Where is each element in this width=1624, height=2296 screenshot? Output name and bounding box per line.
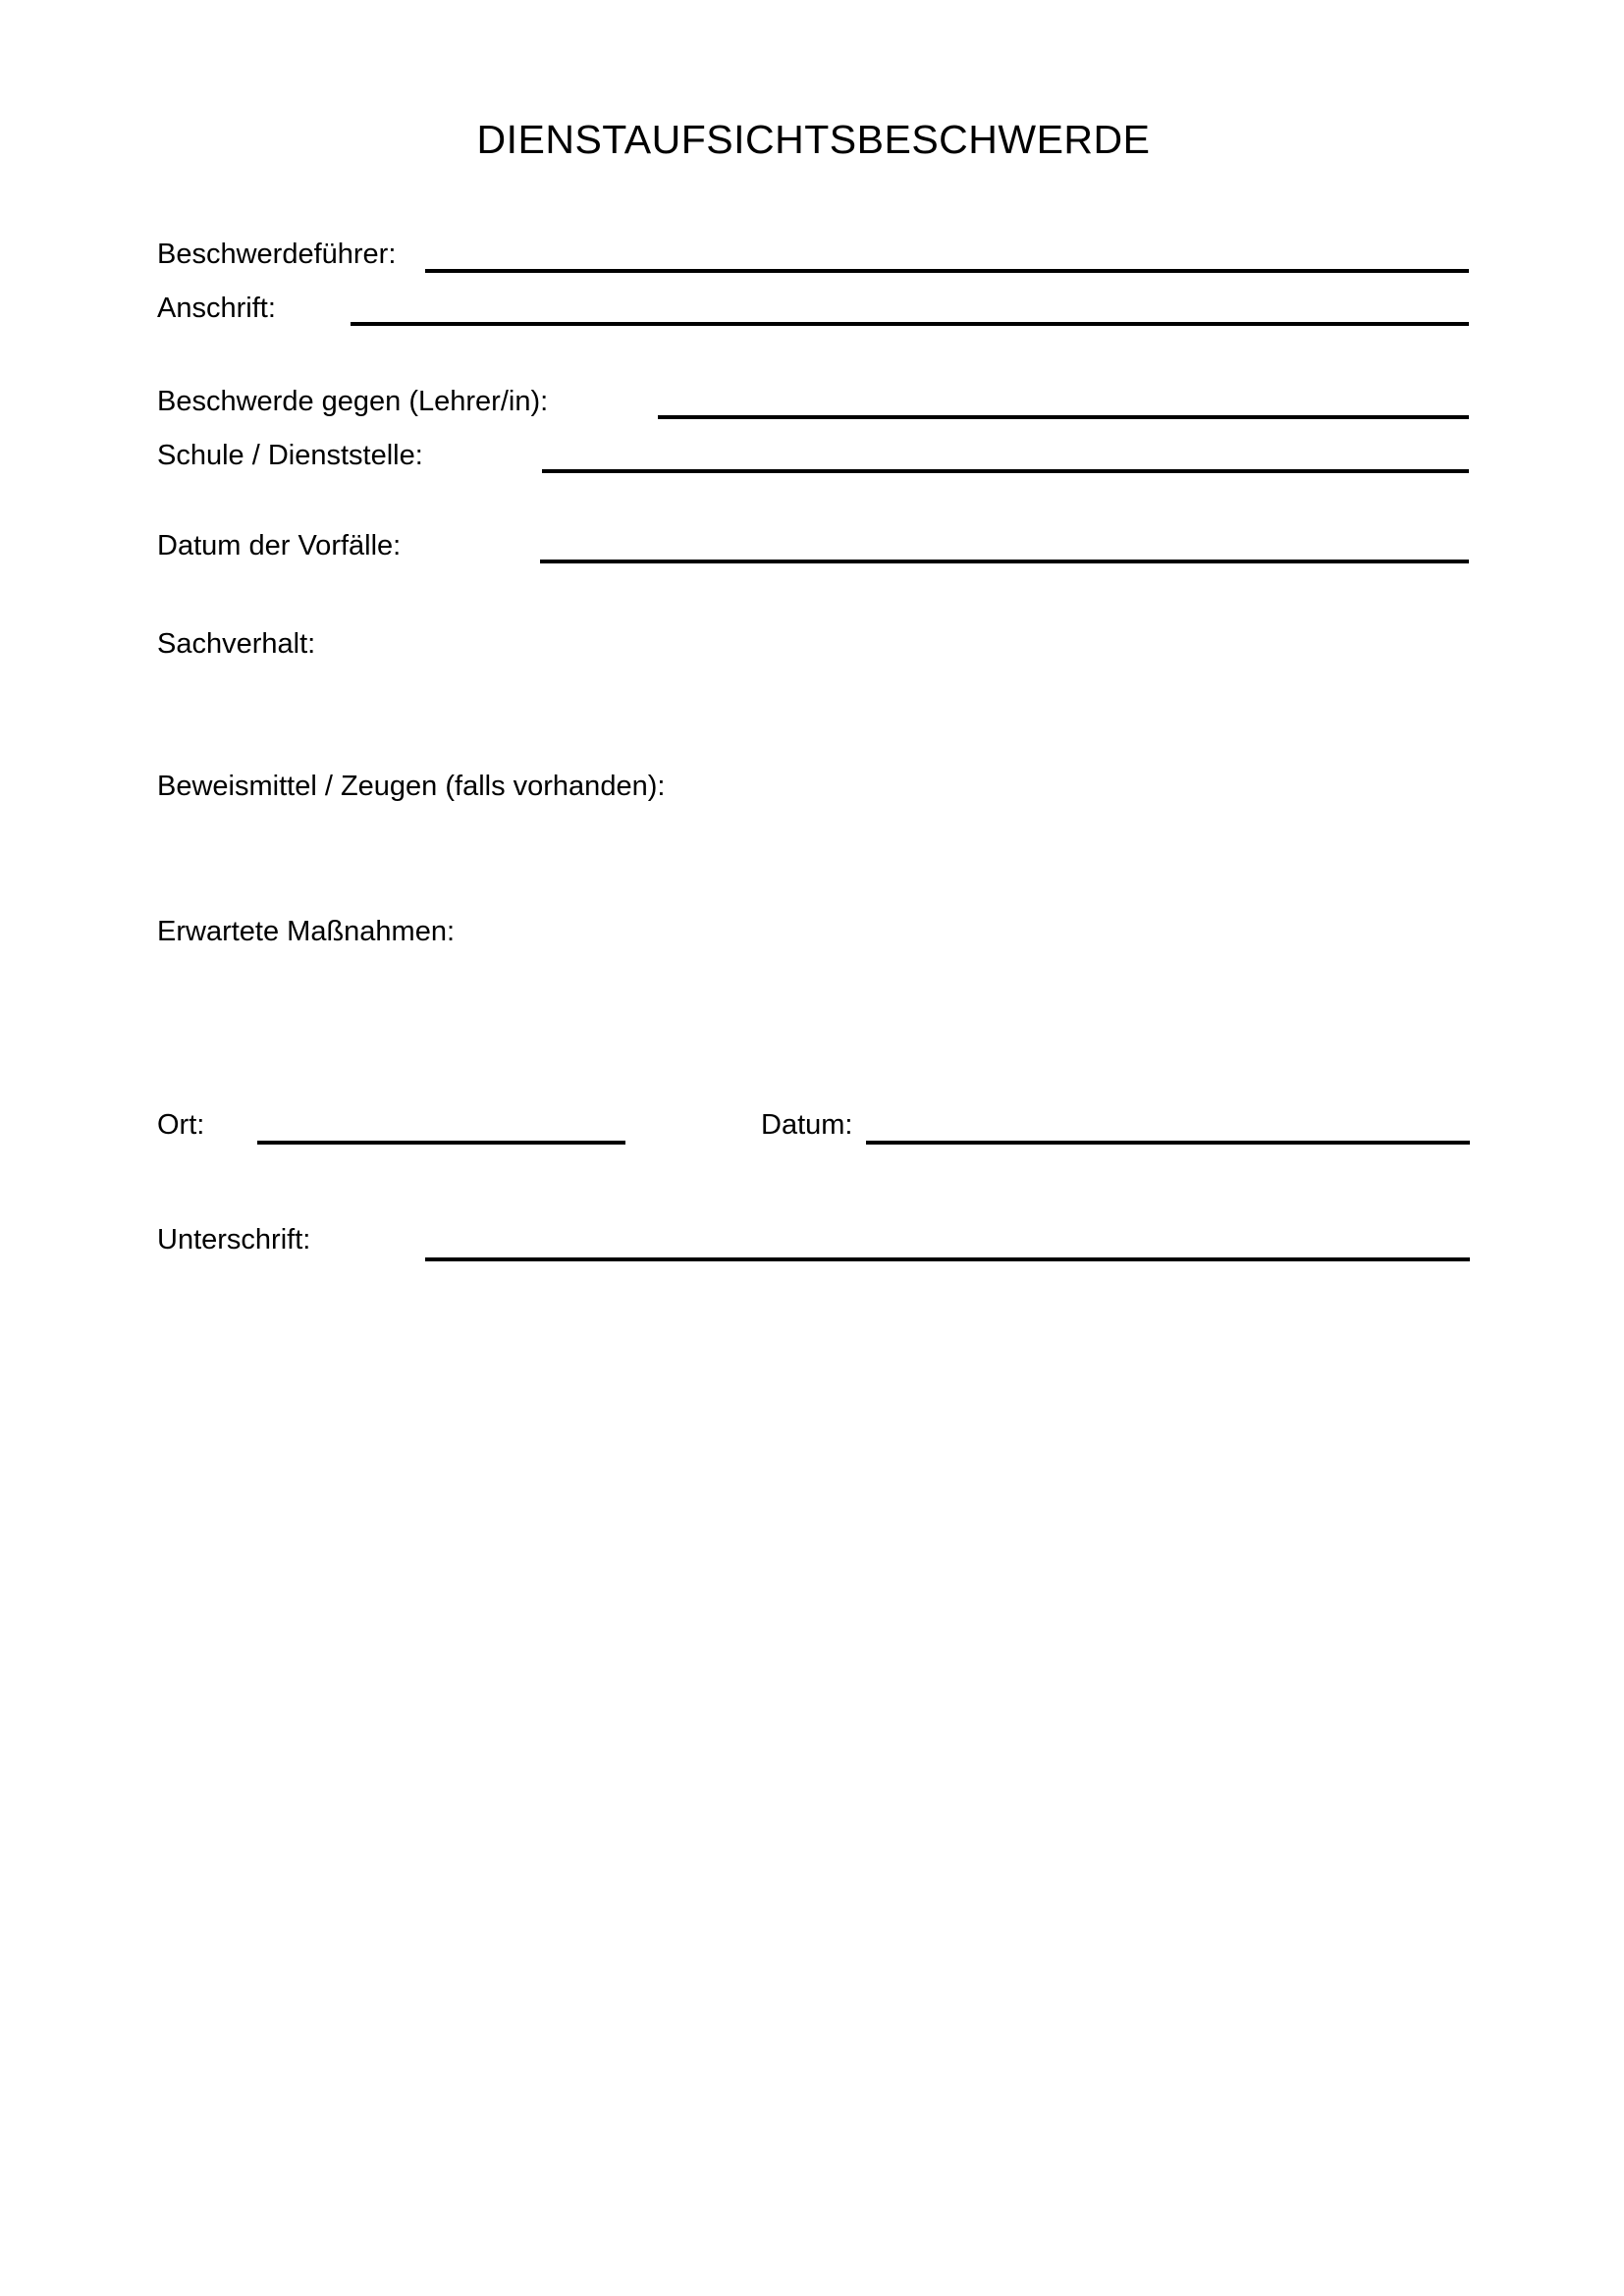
incident-date-label: Datum der Vorfälle: [157,530,402,561]
place-label: Ort: [157,1109,205,1141]
evidence-label: Beweismittel / Zeugen (falls vorhanden): [157,771,666,802]
complainant-field-line [425,269,1469,273]
signature-label: Unterschrift: [157,1224,311,1255]
place-field-line [257,1141,625,1145]
address-label: Anschrift: [157,293,276,324]
school-office-label: Schule / Dienststelle: [157,440,423,471]
complainant-label: Beschwerdeführer: [157,239,397,270]
date-label: Datum: [761,1109,853,1141]
form-title: DIENSTAUFSICHTSBESCHWERDE [476,117,1151,162]
signature-field-line [425,1257,1470,1261]
school-office-field-line [542,469,1469,473]
address-field-line [351,322,1469,326]
facts-label: Sachverhalt: [157,628,316,660]
incident-date-field-line [540,560,1469,563]
complaint-against-label: Beschwerde gegen (Lehrer/in): [157,386,549,417]
date-field-line [866,1141,1470,1145]
expected-measures-label: Erwartete Maßnahmen: [157,916,456,947]
complaint-against-field-line [658,415,1469,419]
